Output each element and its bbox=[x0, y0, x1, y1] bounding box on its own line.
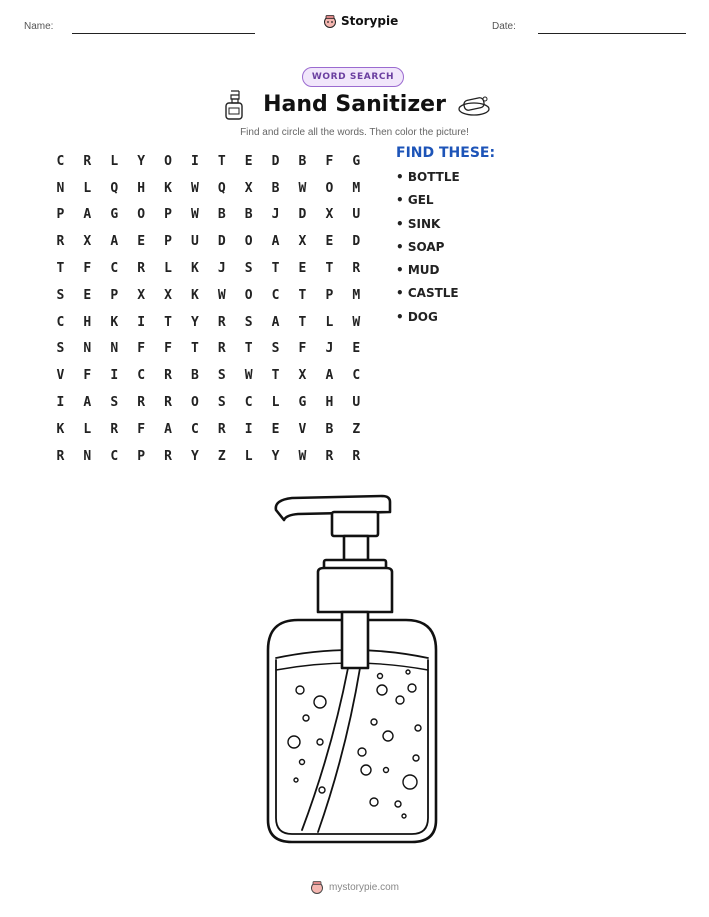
grid-letter[interactable]: T bbox=[244, 341, 253, 357]
grid-letter[interactable]: S bbox=[56, 341, 65, 357]
grid-letter[interactable]: B bbox=[298, 153, 307, 169]
grid-letter[interactable]: N bbox=[83, 448, 92, 464]
grid-letter[interactable]: X bbox=[298, 368, 307, 384]
grid-row bbox=[47, 282, 370, 309]
grid-letter[interactable]: D bbox=[298, 207, 307, 223]
grid-letter[interactable]: A bbox=[164, 421, 172, 437]
grid-letter[interactable]: X bbox=[164, 287, 172, 303]
brand bbox=[323, 14, 398, 28]
grid-letter[interactable]: S bbox=[244, 261, 253, 277]
grid-letter[interactable]: F bbox=[164, 341, 172, 357]
grid-letter[interactable]: C bbox=[137, 368, 146, 384]
grid-letter[interactable]: T bbox=[56, 261, 65, 277]
word-search-badge: WORD SEARCH bbox=[302, 67, 404, 87]
grid-letter[interactable]: Q bbox=[110, 180, 119, 196]
grid-letter[interactable]: J bbox=[217, 261, 226, 277]
grid-letter[interactable]: P bbox=[325, 287, 334, 303]
grid-letter[interactable]: E bbox=[271, 421, 280, 437]
grid-letter[interactable]: L bbox=[325, 314, 334, 330]
grid-letter[interactable]: E bbox=[325, 234, 334, 250]
grid-letter[interactable]: V bbox=[56, 368, 65, 384]
grid-letter[interactable]: B bbox=[325, 421, 334, 437]
grid-letter[interactable]: S bbox=[271, 341, 280, 357]
grid-letter[interactable]: I bbox=[137, 314, 146, 330]
grid-letter[interactable]: T bbox=[271, 261, 280, 277]
grid-letter[interactable]: L bbox=[110, 153, 119, 169]
page-title: Hand Sanitizer bbox=[263, 92, 446, 117]
grid-letter[interactable]: R bbox=[217, 341, 226, 357]
grid-letter[interactable]: F bbox=[83, 261, 92, 277]
grid-letter[interactable]: R bbox=[352, 261, 361, 277]
word-list-item: • DOG bbox=[396, 309, 438, 324]
grid-letter[interactable]: W bbox=[190, 207, 199, 223]
grid-letter[interactable]: S bbox=[110, 395, 119, 411]
grid-row bbox=[47, 148, 370, 175]
grid-letter[interactable]: O bbox=[164, 153, 172, 169]
grid-letter[interactable]: A bbox=[325, 368, 334, 384]
grid-letter[interactable]: H bbox=[325, 395, 334, 411]
grid-letter[interactable]: S bbox=[217, 395, 226, 411]
grid-letter[interactable]: A bbox=[83, 207, 92, 223]
storypie-logo-icon bbox=[310, 880, 324, 894]
grid-letter[interactable]: C bbox=[110, 448, 119, 464]
grid-letter[interactable]: T bbox=[217, 153, 226, 169]
grid-row bbox=[47, 416, 370, 443]
grid-letter[interactable]: B bbox=[190, 368, 199, 384]
grid-letter[interactable]: R bbox=[352, 448, 361, 464]
grid-letter[interactable]: R bbox=[164, 448, 172, 464]
grid-letter[interactable]: L bbox=[244, 448, 253, 464]
grid-letter[interactable]: S bbox=[244, 314, 253, 330]
grid-letter[interactable]: B bbox=[244, 207, 253, 223]
grid-letter[interactable]: L bbox=[83, 180, 92, 196]
grid-letter[interactable]: O bbox=[244, 287, 253, 303]
grid-letter[interactable]: J bbox=[271, 207, 280, 223]
grid-letter[interactable]: K bbox=[110, 314, 119, 330]
grid-letter[interactable]: V bbox=[298, 421, 307, 437]
grid-letter[interactable]: X bbox=[325, 207, 334, 223]
grid-letter[interactable]: W bbox=[298, 448, 307, 464]
grid-letter[interactable]: A bbox=[110, 234, 119, 250]
grid-letter[interactable]: R bbox=[137, 395, 146, 411]
grid-letter[interactable]: C bbox=[271, 287, 280, 303]
grid-letter[interactable]: X bbox=[137, 287, 146, 303]
grid-letter[interactable]: C bbox=[110, 261, 119, 277]
word-list-item: • CASTLE bbox=[396, 286, 459, 301]
grid-letter[interactable]: I bbox=[56, 395, 65, 411]
grid-letter[interactable]: E bbox=[83, 287, 92, 303]
grid-letter[interactable]: C bbox=[244, 395, 253, 411]
grid-letter[interactable]: A bbox=[83, 395, 92, 411]
grid-letter[interactable]: T bbox=[325, 261, 334, 277]
grid-letter[interactable]: Y bbox=[190, 314, 199, 330]
grid-letter[interactable]: C bbox=[56, 153, 65, 169]
grid-letter[interactable]: K bbox=[190, 261, 199, 277]
grid-letter[interactable]: F bbox=[325, 153, 334, 169]
grid-letter[interactable]: D bbox=[271, 153, 280, 169]
grid-letter[interactable]: I bbox=[110, 368, 119, 384]
grid-letter[interactable]: W bbox=[298, 180, 307, 196]
word-list-item: • GEL bbox=[396, 193, 434, 208]
grid-letter[interactable]: S bbox=[217, 368, 226, 384]
grid-letter[interactable]: T bbox=[190, 341, 199, 357]
grid-row bbox=[47, 228, 370, 255]
grid-letter[interactable]: P bbox=[137, 448, 146, 464]
grid-letter[interactable]: O bbox=[244, 234, 253, 250]
grid-letter[interactable]: R bbox=[56, 448, 65, 464]
grid-letter[interactable]: P bbox=[164, 207, 172, 223]
word-search-grid bbox=[47, 148, 370, 470]
grid-letter[interactable]: P bbox=[56, 207, 65, 223]
grid-letter[interactable]: P bbox=[164, 234, 172, 250]
grid-letter[interactable]: I bbox=[244, 421, 253, 437]
footer-url[interactable]: mystorypie.com bbox=[328, 881, 399, 893]
grid-letter[interactable]: W bbox=[244, 368, 253, 384]
grid-letter[interactable]: K bbox=[164, 180, 172, 196]
grid-letter[interactable]: L bbox=[164, 261, 172, 277]
grid-letter[interactable]: N bbox=[56, 180, 65, 196]
grid-letter[interactable]: N bbox=[83, 341, 92, 357]
grid-letter[interactable]: Y bbox=[137, 153, 146, 169]
grid-row bbox=[47, 362, 370, 389]
grid-letter[interactable]: C bbox=[190, 421, 199, 437]
instructions: Find and circle all the words. Then color the picture! bbox=[240, 127, 469, 138]
footer bbox=[0, 880, 709, 894]
grid-letter[interactable]: Y bbox=[190, 448, 199, 464]
name-line bbox=[72, 33, 255, 34]
storypie-logo-icon bbox=[323, 14, 337, 28]
grid-row bbox=[47, 389, 370, 416]
date-label: Date: bbox=[492, 21, 516, 32]
grid-letter[interactable]: T bbox=[298, 287, 307, 303]
grid-letter[interactable]: M bbox=[352, 287, 361, 303]
grid-letter[interactable]: R bbox=[217, 421, 226, 437]
grid-letter[interactable]: R bbox=[217, 314, 226, 330]
find-these-heading: FIND THESE: bbox=[396, 145, 496, 161]
grid-row bbox=[47, 175, 370, 202]
grid-letter[interactable]: X bbox=[298, 234, 307, 250]
grid-letter[interactable]: L bbox=[83, 421, 92, 437]
grid-letter[interactable]: G bbox=[352, 153, 361, 169]
grid-letter[interactable]: P bbox=[110, 287, 119, 303]
grid-letter[interactable]: T bbox=[298, 314, 307, 330]
grid-letter[interactable]: J bbox=[325, 341, 334, 357]
grid-letter[interactable]: H bbox=[83, 314, 92, 330]
grid-letter[interactable]: O bbox=[325, 180, 334, 196]
grid-letter[interactable]: E bbox=[352, 341, 361, 357]
grid-letter[interactable]: F bbox=[137, 421, 146, 437]
grid-row bbox=[47, 255, 370, 282]
grid-letter[interactable]: A bbox=[271, 234, 280, 250]
grid-letter[interactable]: O bbox=[190, 395, 199, 411]
grid-letter[interactable]: W bbox=[217, 287, 226, 303]
grid-letter[interactable]: G bbox=[110, 207, 119, 223]
grid-letter[interactable]: G bbox=[298, 395, 307, 411]
grid-letter[interactable]: R bbox=[325, 448, 334, 464]
grid-letter[interactable]: D bbox=[217, 234, 226, 250]
grid-letter[interactable]: F bbox=[298, 341, 307, 357]
word-list-item: • SINK bbox=[396, 216, 441, 231]
grid-letter[interactable]: T bbox=[164, 314, 172, 330]
grid-letter[interactable]: Q bbox=[217, 180, 226, 196]
grid-letter[interactable]: Z bbox=[352, 421, 361, 437]
grid-letter[interactable]: R bbox=[164, 368, 172, 384]
grid-letter[interactable]: R bbox=[110, 421, 119, 437]
grid-letter[interactable]: D bbox=[352, 234, 361, 250]
grid-letter[interactable]: R bbox=[137, 261, 146, 277]
grid-letter[interactable]: R bbox=[56, 234, 65, 250]
grid-row bbox=[47, 202, 370, 229]
grid-letter[interactable]: K bbox=[190, 287, 199, 303]
grid-letter[interactable]: U bbox=[190, 234, 199, 250]
grid-letter[interactable]: R bbox=[83, 153, 92, 169]
grid-letter[interactable]: U bbox=[352, 207, 361, 223]
grid-letter[interactable]: S bbox=[56, 287, 65, 303]
grid-row bbox=[47, 336, 370, 363]
grid-letter[interactable]: K bbox=[56, 421, 65, 437]
grid-letter[interactable]: L bbox=[271, 395, 280, 411]
sanitizer-bottle-illustration bbox=[262, 490, 442, 850]
word-list-item: • BOTTLE bbox=[396, 170, 460, 184]
grid-letter[interactable]: C bbox=[352, 368, 361, 384]
grid-letter[interactable]: T bbox=[271, 368, 280, 384]
word-list-item: • MUD bbox=[396, 263, 440, 278]
grid-letter[interactable]: R bbox=[164, 395, 172, 411]
grid-row bbox=[47, 309, 370, 336]
brand-name: Storypie bbox=[341, 14, 399, 28]
grid-letter[interactable]: F bbox=[83, 368, 92, 384]
grid-letter[interactable]: W bbox=[190, 180, 199, 196]
grid-letter[interactable]: E bbox=[298, 261, 307, 277]
grid-letter[interactable]: W bbox=[352, 314, 361, 330]
word-list-item: • SOAP bbox=[396, 239, 445, 254]
grid-letter[interactable]: X bbox=[83, 234, 92, 250]
grid-letter[interactable]: U bbox=[352, 395, 361, 411]
grid-letter[interactable]: E bbox=[244, 153, 253, 169]
grid-letter[interactable]: Z bbox=[217, 448, 226, 464]
grid-letter[interactable]: B bbox=[271, 180, 280, 196]
grid-letter[interactable]: A bbox=[271, 314, 280, 330]
grid-row bbox=[47, 443, 370, 470]
grid-letter[interactable]: C bbox=[56, 314, 65, 330]
grid-letter[interactable]: N bbox=[110, 341, 119, 357]
grid-letter[interactable]: M bbox=[352, 180, 361, 196]
grid-letter[interactable]: E bbox=[137, 234, 146, 250]
grid-letter[interactable]: F bbox=[137, 341, 146, 357]
grid-letter[interactable]: H bbox=[137, 180, 146, 196]
grid-letter[interactable]: Y bbox=[271, 448, 280, 464]
grid-letter[interactable]: O bbox=[137, 207, 146, 223]
name-label: Name: bbox=[24, 21, 54, 32]
grid-letter[interactable]: B bbox=[217, 207, 226, 223]
date-line bbox=[538, 33, 686, 34]
word-list bbox=[396, 170, 460, 333]
grid-letter[interactable]: I bbox=[190, 153, 199, 169]
grid-letter[interactable]: X bbox=[244, 180, 253, 196]
